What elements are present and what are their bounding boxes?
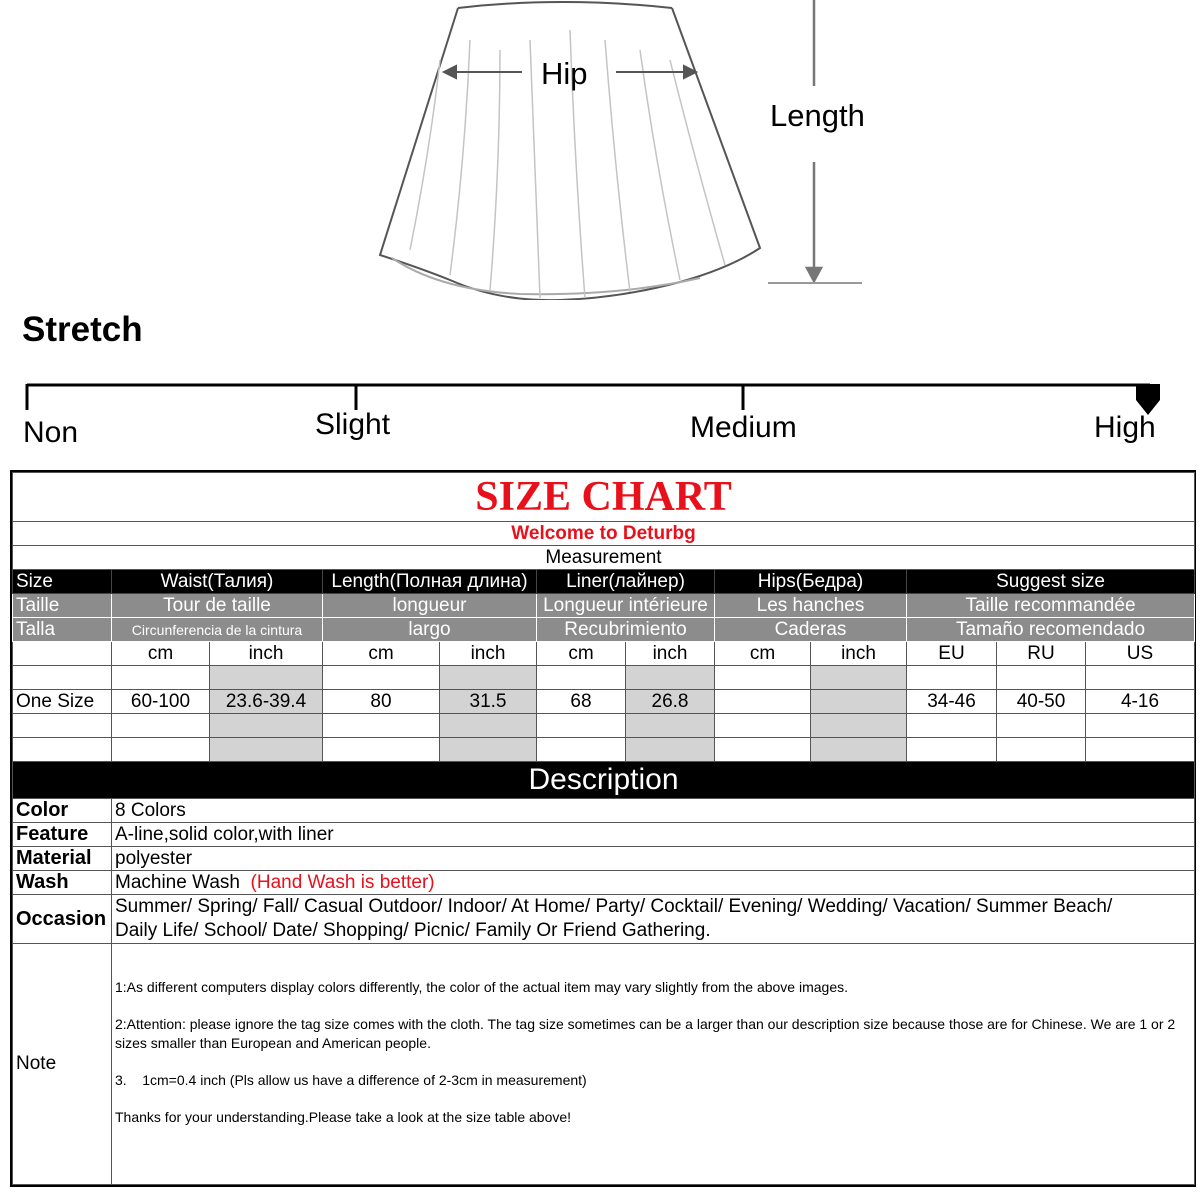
header-caderas: Caderas [715, 618, 907, 642]
stretch-level-non: Non [23, 416, 79, 449]
header-liner: Liner(лайнер) [537, 570, 715, 594]
table-row [13, 690, 1195, 714]
feature-value: A-line,solid color,with liner [112, 823, 1195, 847]
waist-cm-cell: 60-100 [112, 690, 210, 714]
desc-row-occasion [13, 895, 1195, 944]
color-value: 8 Colors [112, 799, 1195, 823]
occasion-value [112, 895, 1195, 944]
empty-row [13, 666, 1195, 690]
occasion-label: Occasion [13, 895, 112, 944]
unit-cell: EU [907, 642, 997, 666]
feature-label: Feature [13, 823, 112, 847]
size-chart-table [12, 472, 1195, 1185]
liner-cm-cell: 68 [537, 690, 626, 714]
stretch-level-medium: Medium [690, 411, 797, 444]
header-tamano-recomendado: Tamaño recomendado [907, 618, 1195, 642]
material-label: Material [13, 847, 112, 871]
desc-row-wash [13, 871, 1195, 895]
color-label: Color [13, 799, 112, 823]
note-label: Note [13, 944, 112, 1185]
hip-label: Hip [541, 56, 588, 91]
unit-cell: inch [811, 642, 907, 666]
header-length: Length(Полная длина) [323, 570, 537, 594]
desc-row-note [13, 944, 1195, 1185]
stretch-scale [0, 370, 1200, 420]
unit-cell: cm [112, 642, 210, 666]
us-size-cell: 4-16 [1086, 690, 1195, 714]
note-2: 2:Attention: please ignore the tag size comes with the cloth. The tag size sometimes can be a larger than our description size because those are for Chinese. We are 1 or 2 sizes smaller than European and American people. [115, 1016, 1176, 1051]
unit-cell: inch [440, 642, 537, 666]
header-circunferencia: Circunferencia de la cintura [112, 618, 323, 642]
header-suggest: Suggest size [907, 570, 1195, 594]
note-3: 3. 1cm=0.4 inch (Pls allow us have a difference of 2-3cm in measurement) [115, 1072, 587, 1088]
unit-cell: cm [715, 642, 811, 666]
header-talla: Talla [13, 618, 112, 642]
header-taille: Taille [13, 594, 112, 618]
empty-row [13, 714, 1195, 738]
desc-row-color [13, 799, 1195, 823]
unit-cell: RU [997, 642, 1086, 666]
note-4: Thanks for your understanding.Please take a look at the size table above! [115, 1109, 572, 1125]
size-chart-title: SIZE CHART [13, 473, 1195, 522]
wash-label: Wash [13, 871, 112, 895]
liner-inch-cell: 26.8 [626, 690, 715, 714]
stretch-level-slight: Slight [315, 408, 391, 441]
length-label: Length [770, 98, 865, 133]
header-tour-de-taille: Tour de taille [112, 594, 323, 618]
header-les-hanches: Les hanches [715, 594, 907, 618]
header-largo: largo [323, 618, 537, 642]
header-longueur-interieure: Longueur intérieure [537, 594, 715, 618]
size-chart [10, 470, 1196, 1187]
occasion-line-2: Daily Life/ School/ Date/ Shopping/ Picnic/ Family Or Friend Gathering. [115, 920, 711, 941]
wash-text: Machine Wash [115, 871, 240, 893]
occasion-line-1: Summer/ Spring/ Fall/ Casual Outdoor/ Indoor/ At Home/ Party/ Cocktail/ Evening/ Wedding/ Vacation/ Summer Beach/ [115, 896, 1113, 917]
empty-row [13, 738, 1195, 762]
hips-cm-cell [715, 690, 811, 714]
units-row [13, 642, 1195, 666]
hips-inch-cell [811, 690, 907, 714]
unit-cell: inch [210, 642, 323, 666]
unit-cell: US [1086, 642, 1195, 666]
desc-row-material [13, 847, 1195, 871]
wash-value [112, 871, 1195, 895]
measurement-label: Measurement [13, 546, 1195, 570]
waist-inch-cell: 23.6-39.4 [210, 690, 323, 714]
header-hips: Hips(Бедра) [715, 570, 907, 594]
header-longueur: longueur [323, 594, 537, 618]
material-value: polyester [112, 847, 1195, 871]
header-size: Size [13, 570, 112, 594]
header-row-en [13, 570, 1195, 594]
eu-size-cell: 34-46 [907, 690, 997, 714]
length-cm-cell: 80 [323, 690, 440, 714]
ru-size-cell: 40-50 [997, 690, 1086, 714]
header-taille-recommandee: Taille recommandée [907, 594, 1195, 618]
header-waist: Waist(Талия) [112, 570, 323, 594]
length-inch-cell: 31.5 [440, 690, 537, 714]
header-recubrimiento: Recubrimiento [537, 618, 715, 642]
stretch-title: Stretch [22, 310, 143, 349]
unit-cell: cm [537, 642, 626, 666]
note-value [112, 944, 1195, 1185]
header-row-fr [13, 594, 1195, 618]
unit-cell: inch [626, 642, 715, 666]
note-1: 1:As different computers display colors differently, the color of the actual item may vary slightly from the above images. [115, 979, 849, 995]
stretch-level-high: High [1094, 411, 1156, 444]
description-title: Description [13, 762, 1195, 799]
skirt-diagram [0, 0, 1200, 300]
size-cell: One Size [13, 690, 112, 714]
welcome-text: Welcome to Deturbg [13, 522, 1195, 546]
desc-row-feature [13, 823, 1195, 847]
unit-cell: cm [323, 642, 440, 666]
header-row-es [13, 618, 1195, 642]
wash-note: (Hand Wash is better) [250, 871, 435, 893]
